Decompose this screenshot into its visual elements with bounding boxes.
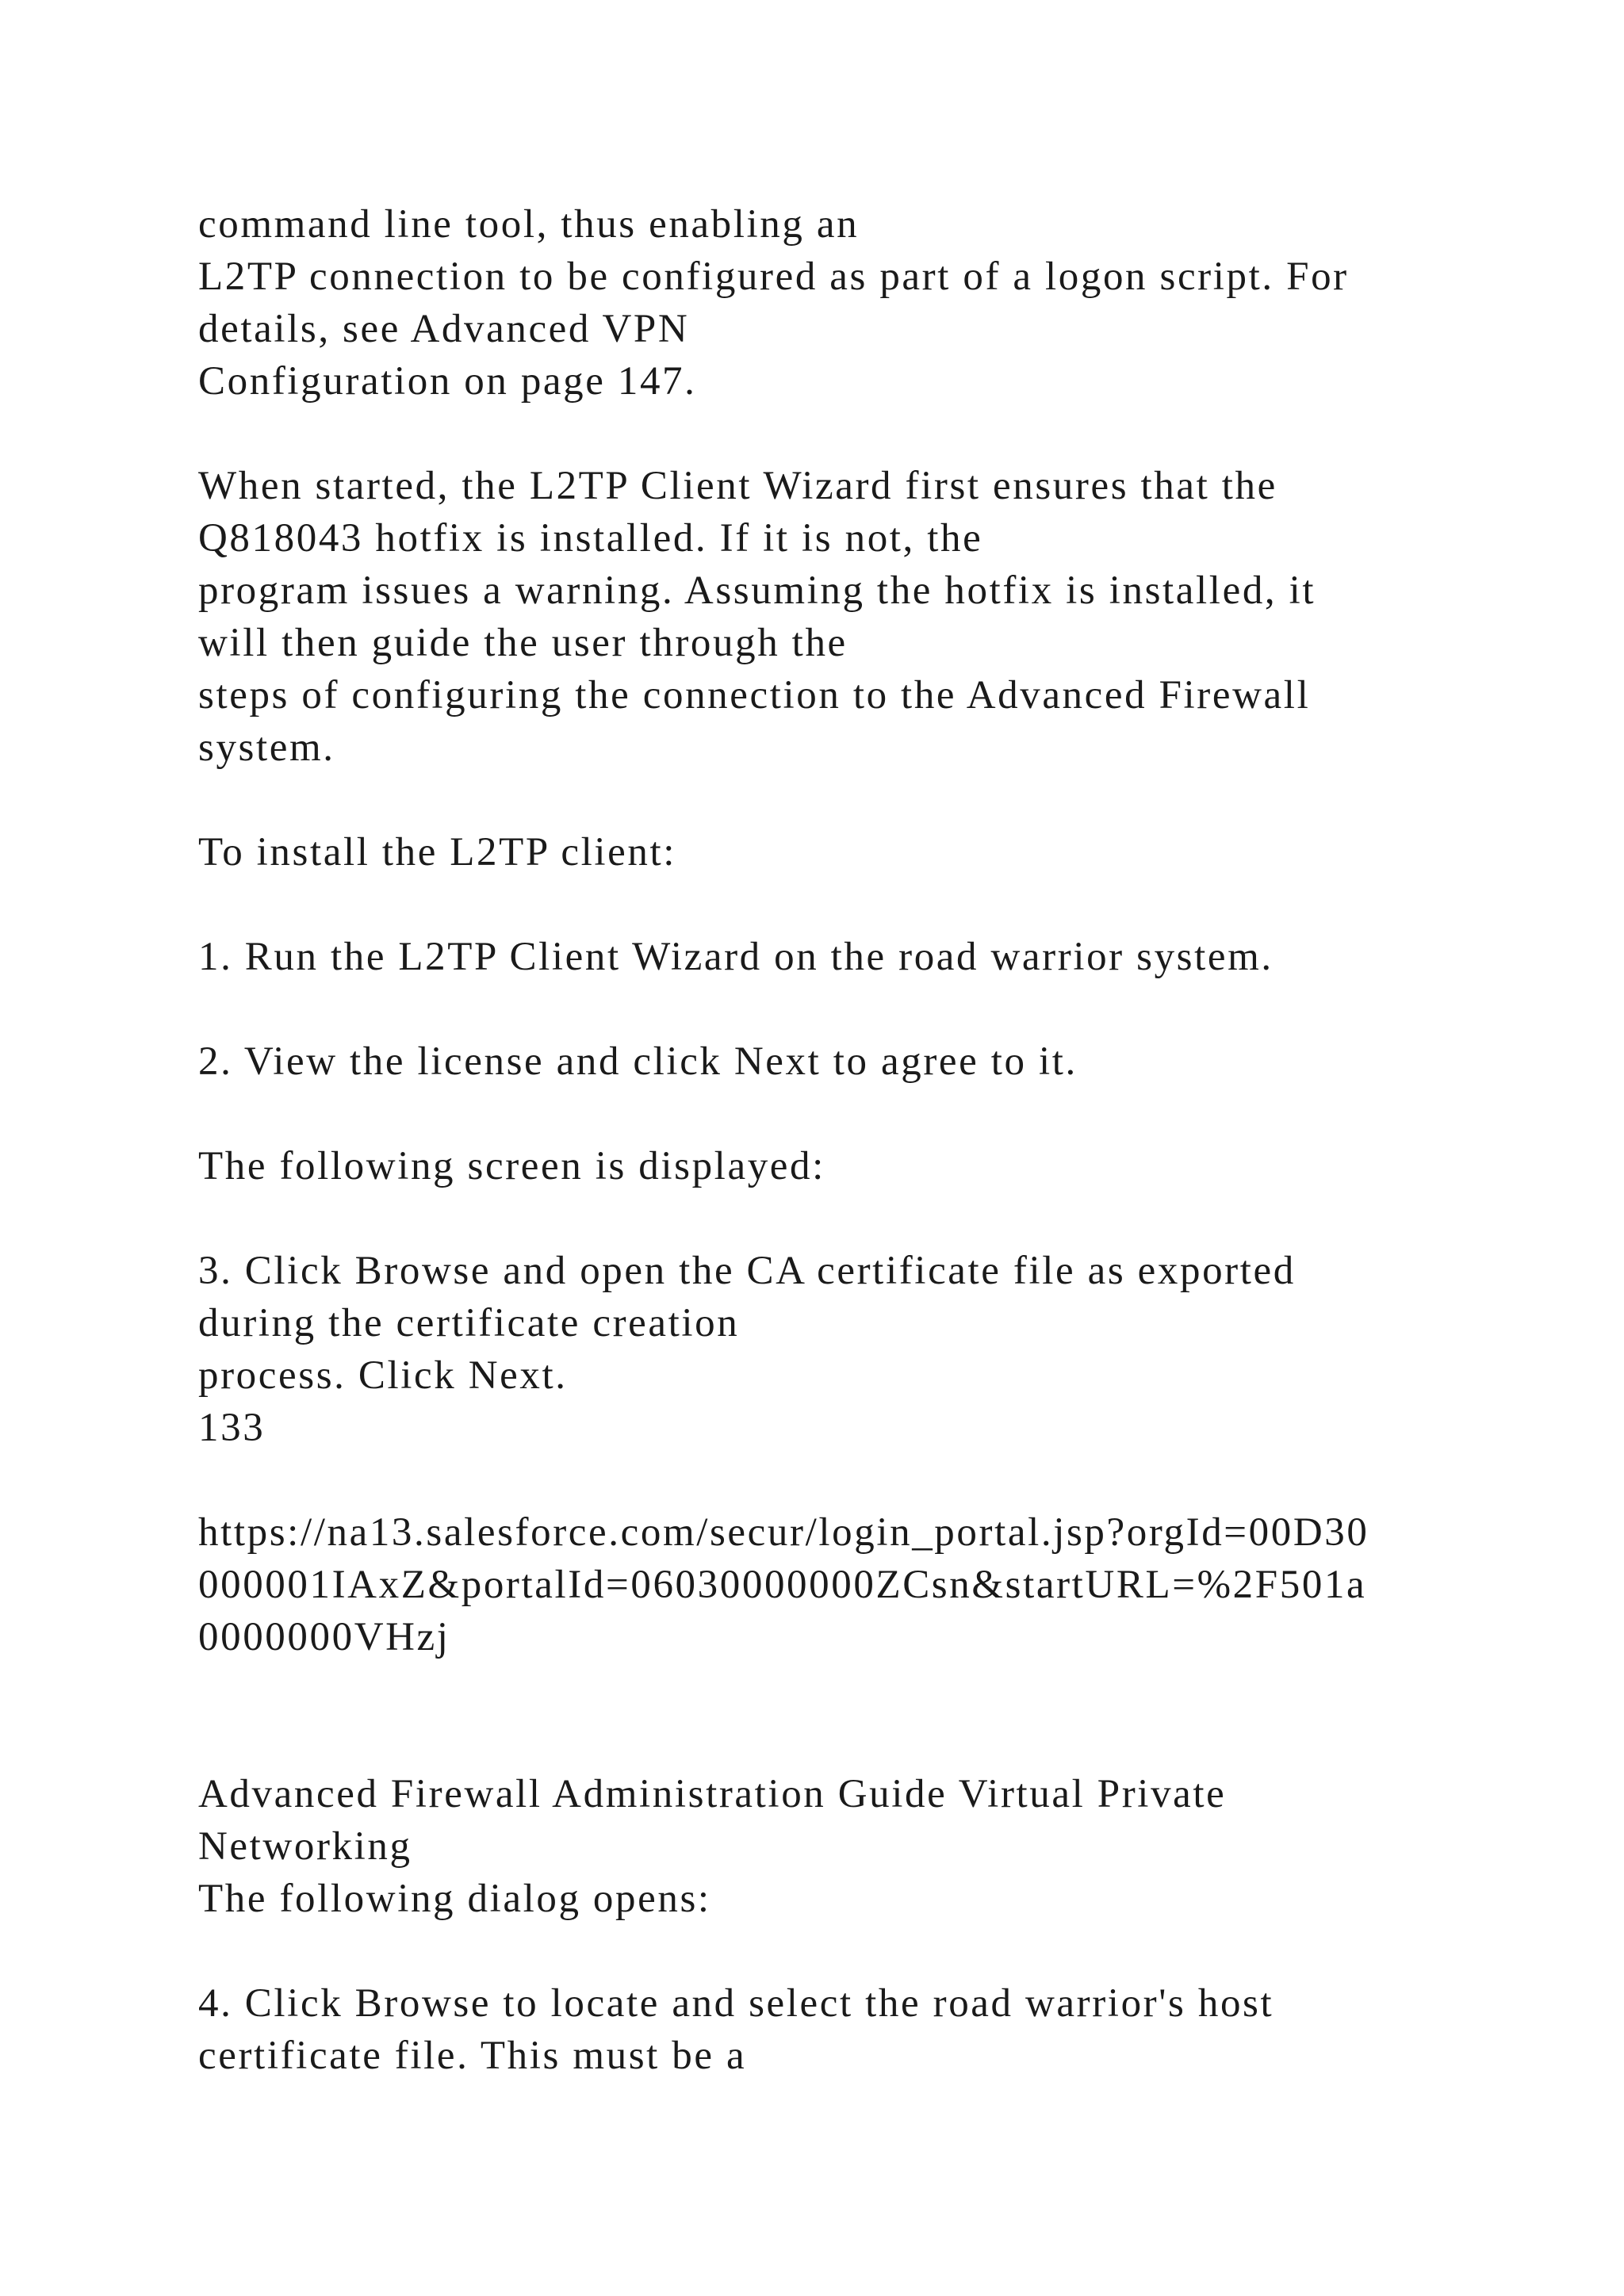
step-item: during the certificate creation — [198, 1301, 740, 1345]
paragraph-line: program issues a warning. Assuming the hotfix is installed, it — [198, 568, 1316, 613]
paragraph-line: will then guide the user through the — [198, 621, 848, 665]
paragraph-line: L2TP connection to be configured as part of a logon script. For — [198, 254, 1349, 299]
paragraph-line: steps of configuring the connection to the Advanced Firewall — [198, 673, 1311, 718]
paragraph-line: The following dialog opens: — [198, 1877, 711, 1921]
url-text: https://na13.salesforce.com/secur/login_portal.jsp?orgId=00D30 — [198, 1510, 1369, 1555]
step-item: certificate file. This must be a — [198, 2034, 747, 2078]
url-text: 0000000VHzj — [198, 1615, 450, 1659]
step-item: 4. Click Browse to locate and select the road warrior's host — [198, 1981, 1274, 2026]
paragraph-line: Configuration on page 147. — [198, 359, 697, 404]
step-item: 2. View the license and click Next to agree to it. — [198, 1039, 1078, 1084]
paragraph-line: command line tool, thus enabling an — [198, 202, 860, 247]
step-item: process. Click Next. — [198, 1353, 568, 1398]
url-text: 000001IAxZ&portalId=06030000000ZCsn&startURL=%2F501a — [198, 1563, 1367, 1607]
running-header: Networking — [198, 1824, 412, 1869]
running-header: Advanced Firewall Administration Guide Virtual Private — [198, 1772, 1227, 1816]
paragraph-line: The following screen is displayed: — [198, 1144, 825, 1188]
step-item: 3. Click Browse and open the CA certificate file as exported — [198, 1249, 1296, 1293]
paragraph-line: details, see Advanced VPN — [198, 307, 690, 351]
step-item: 1. Run the L2TP Client Wizard on the road warrior system. — [198, 935, 1274, 979]
page-number: 133 — [198, 1406, 266, 1450]
paragraph-line: system. — [198, 725, 335, 770]
section-heading: To install the L2TP client: — [198, 830, 676, 874]
paragraph-line: When started, the L2TP Client Wizard first ensures that the — [198, 464, 1277, 508]
paragraph-line: Q818043 hotfix is installed. If it is not, the — [198, 516, 983, 561]
